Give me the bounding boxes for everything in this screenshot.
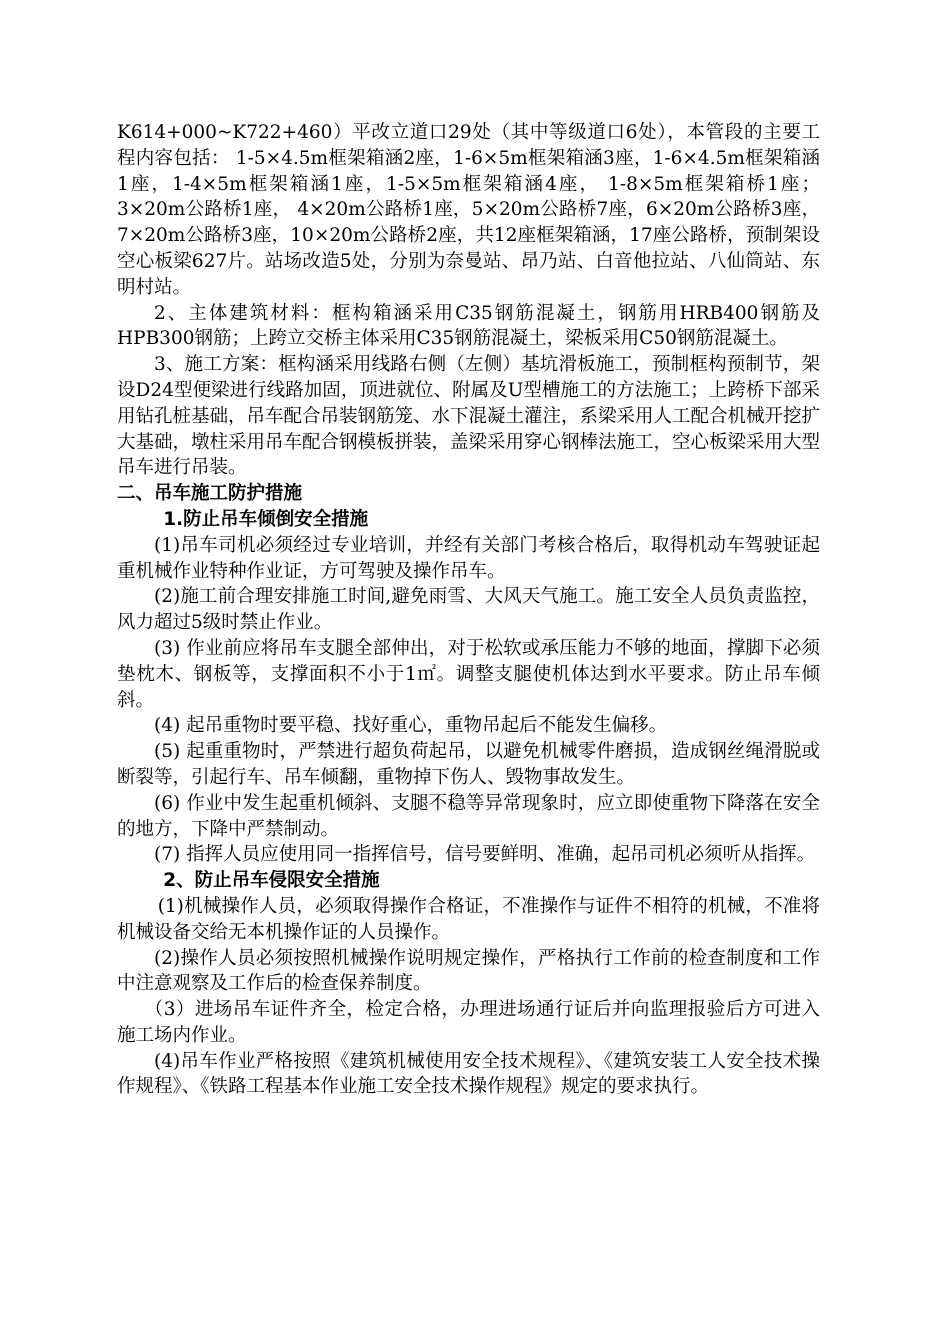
- list-item: (3) 作业前应将吊车支腿全部伸出，对于松软或承压能力不够的地面，撑脚下必须垫枕木、钢板等，支撑面积不小于1㎡。调整支腿使机体达到水平要求。防止吊车倾斜。: [117, 637, 820, 711]
- list-item: （3）进场吊车证件齐全，检定合格，办理进场通行证后并向监理报验后方可进入施工场内作业。: [117, 999, 820, 1046]
- list-item: (6) 作业中发生起重机倾斜、支腿不稳等异常现象时，应立即使重物下降落在安全的地方，下降中严禁制动。: [117, 792, 820, 840]
- list-item: (4) 起吊重物时要平稳、找好重心，重物吊起后不能发生偏移。: [154, 715, 668, 737]
- list-item: (5) 起重重物时，严禁进行超负荷起吊，以避免机械零件磨损，造成钢丝绳滑脱或断裂等，引起行车、吊车倾翻，重物掉下伤人、毁物事故发生。: [117, 741, 820, 788]
- list-item: (2)施工前合理安排施工时间,避免雨雪、大风天气施工。施工安全人员负责监控，风力超过5级时禁止作业。: [117, 586, 820, 634]
- list-item: (4)吊车作业严格按照《建筑机械使用安全技术规程》、《建筑安装工人安全技术操作规程》、《铁路工程基本作业施工安全技术操作规程》规定的要求执行。: [117, 1050, 820, 1098]
- list-item: (1)机械操作人员，必须取得操作合格证，不准操作与证件不相符的机械，不准将机械设备交给无本机操作证的人员操作。: [117, 895, 820, 943]
- list-item: (2)操作人员必须按照机械操作说明规定操作，严格执行工作前的检查制度和工作中注意观察及工作后的检查保养制度。: [117, 947, 820, 995]
- list-item: (7) 指挥人员应使用同一指挥信号，信号要鲜明、准确，起吊司机必须听从指挥。: [154, 844, 816, 866]
- paragraph-construction-plan: 3、施工方案：框构涵采用线路右侧（左侧）基坑滑板施工，预制框构预制节，架设D24型便梁进行线路加固，顶进就位、附属及U型槽施工的方法施工；上跨桥下部采用钻孔桩基础，吊车配合吊装钢筋笼、水下混凝土灌注，系梁采用人工配合机械开挖扩大基础，墩柱采用吊车配合钢模板拼装，盖梁采用穿心钢棒法施工，空心板梁采用大型吊车进行吊装。: [117, 354, 821, 479]
- paragraph-scope: K614+000~K722+460）平改立道口29处（其中等级道口6处），本管段的主要工程内容包括： 1-5×4.5m框架箱涵2座，1-6×5m框架箱涵3座，1-6×4.5m框架箱涵1座，1-4×5m框架箱涵1座，1-5×5m框架箱涵4座， 1-8×5m框架箱桥1座；3×20m公路桥1座， 4×20m公路桥1座，5×20m公路桥7座，6×20m公路桥3座，7×20m公路桥3座，10×20m公路桥2座，共12座框架箱涵，17座公路桥，预制架设空心板梁627片。站场改造5处，分别为奈曼站、昂乃站、白音他拉站、八仙筒站、东明村站。: [117, 122, 820, 298]
- list-item: (1)吊车司机必须经过专业培训，并经有关部门考核合格后，取得机动车驾驶证起重机械作业特种作业证，方可驾驶及操作吊车。: [117, 534, 820, 582]
- section-heading-crane-protection: 二、吊车施工防护措施: [117, 483, 303, 505]
- subsection-heading-anti-intrusion: 2、防止吊车侵限安全措施: [163, 870, 380, 892]
- subsection-heading-anti-tipping: 1.防止吊车倾倒安全措施: [163, 508, 369, 530]
- paragraph-materials: 2、主体建筑材料：框构箱涵采用C35钢筋混凝土，钢筋用HRB400钢筋及HPB300钢筋；上跨立交桥主体采用C35钢筋混凝土，梁板采用C50钢筋混凝土。: [117, 302, 820, 350]
